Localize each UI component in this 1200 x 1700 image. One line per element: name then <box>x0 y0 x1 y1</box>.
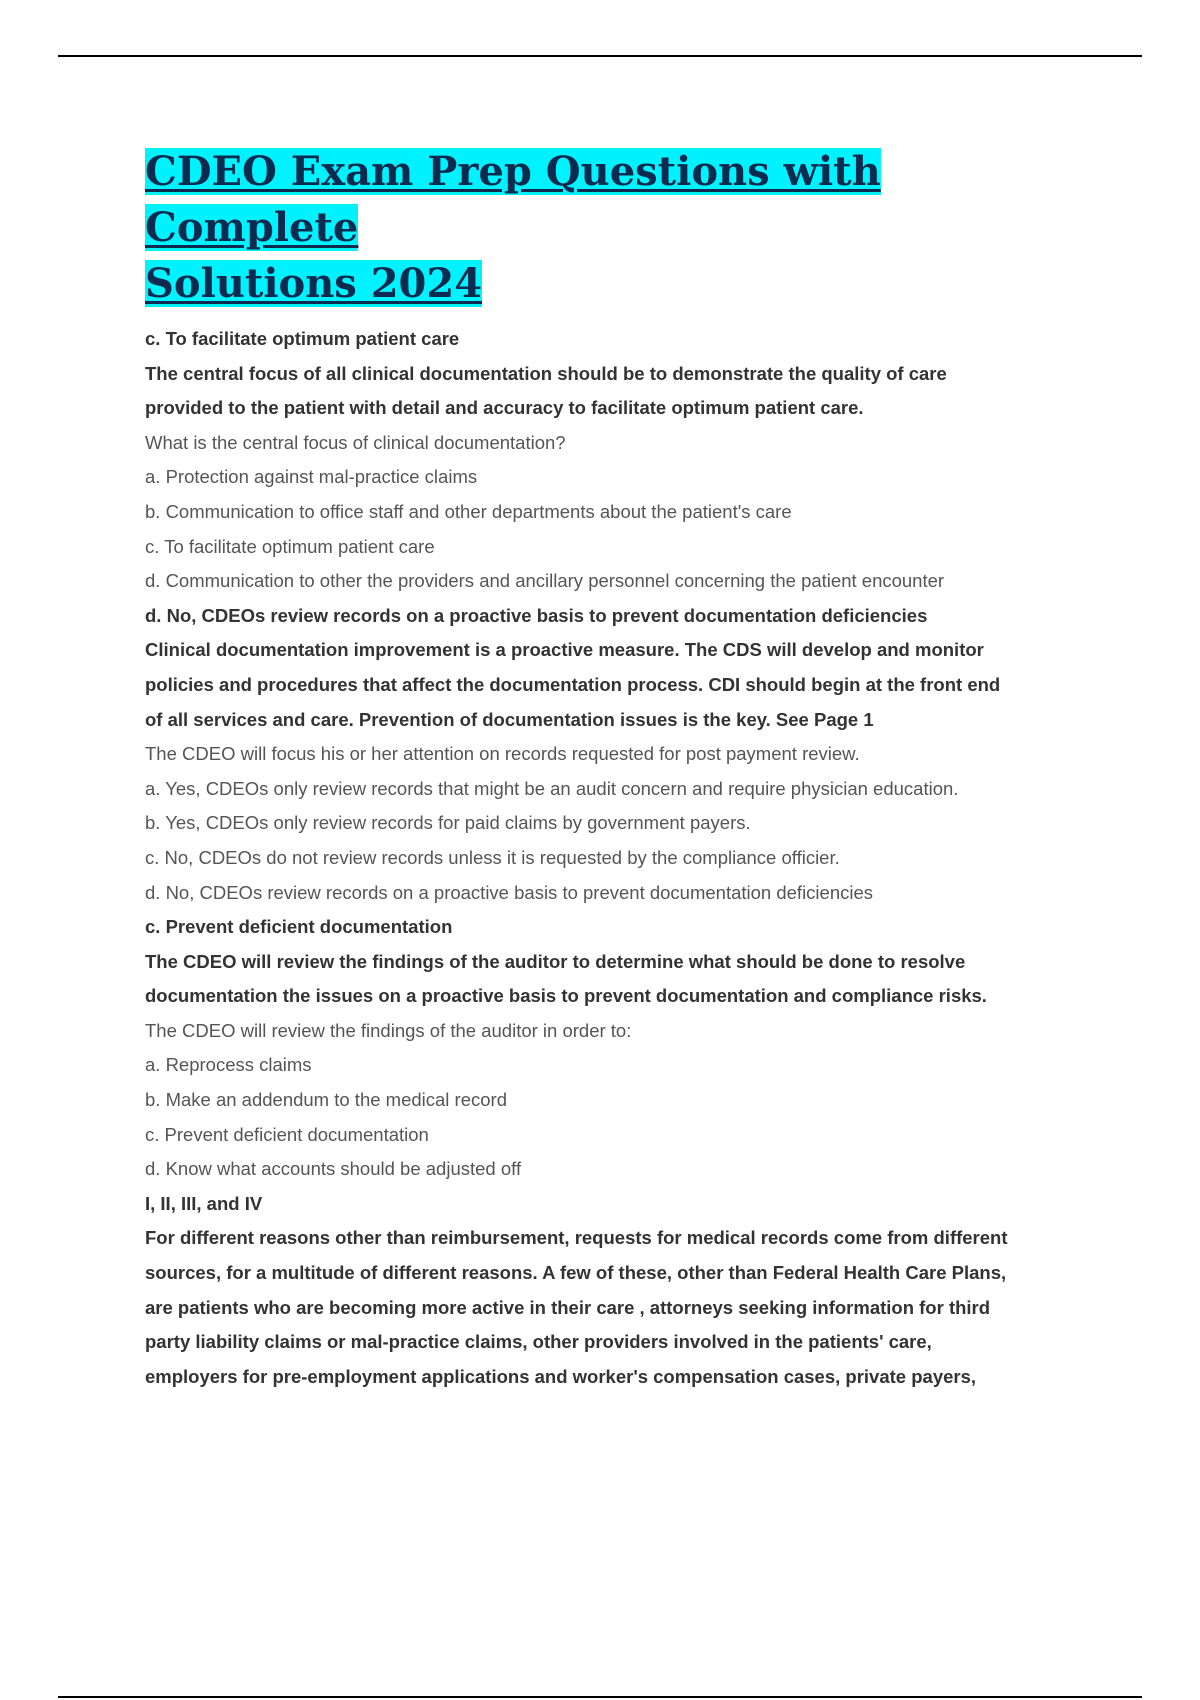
rationale-line: party liability claims or mal-practice claims, other providers involved in the patients' care, <box>145 1331 932 1353</box>
document-title <box>145 144 1095 312</box>
question-line: The CDEO will review the findings of the auditor in order to: <box>145 1019 632 1041</box>
rationale-line: For different reasons other than reimbursement, requests for medical records come from different <box>145 1227 1008 1249</box>
answer-line: d. No, CDEOs review records on a proactive basis to prevent documentation deficiencies <box>145 604 928 626</box>
option-line: a. Protection against mal-practice claims <box>145 466 478 488</box>
option-line: c. To facilitate optimum patient care <box>145 535 435 557</box>
answer-line: I, II, III, and IV <box>145 1192 263 1214</box>
rationale-line: policies and procedures that affect the documentation process. CDI should begin at the front end <box>145 673 1001 695</box>
header-rule <box>58 55 1142 57</box>
rationale-line: documentation the issues on a proactive basis to prevent documentation and compliance risks. <box>145 985 987 1007</box>
rationale-line: Clinical documentation improvement is a proactive measure. The CDS will develop and monitor <box>145 639 984 661</box>
rationale-line: sources, for a multitude of different reasons. A few of these, other than Federal Health Care Plans, <box>145 1262 1007 1284</box>
footer-rule <box>58 1696 1142 1698</box>
option-line: a. Reprocess claims <box>145 1054 312 1076</box>
option-line: d. No, CDEOs review records on a proactive basis to prevent documentation deficiencies <box>145 881 874 903</box>
rationale-line: The central focus of all clinical documentation should be to demonstrate the quality of care <box>145 362 947 384</box>
document-title-line-1: CDEO Exam Prep Questions with Complete <box>145 148 881 251</box>
rationale-line: provided to the patient with detail and accuracy to facilitate optimum patient care. <box>145 397 864 419</box>
option-line: c. Prevent deficient documentation <box>145 1123 429 1145</box>
option-line: d. Know what accounts should be adjusted off <box>145 1158 522 1180</box>
answer-line: c. To facilitate optimum patient care <box>145 328 460 349</box>
rationale-line: of all services and care. Prevention of documentation issues is the key. See Page 1 <box>145 708 874 730</box>
rationale-line: employers for pre-employment applications and worker's compensation cases, private payers, <box>145 1365 977 1387</box>
option-line: b. Communication to office staff and other departments about the patient's care <box>145 500 792 522</box>
document-body <box>145 322 1105 1394</box>
option-line: b. Yes, CDEOs only review records for paid claims by government payers. <box>145 812 751 834</box>
rationale-line: The CDEO will review the findings of the auditor to determine what should be done to resolve <box>145 950 966 972</box>
document-title-line-2: Solutions 2024 <box>145 260 483 307</box>
option-line: a. Yes, CDEOs only review records that might be an audit concern and require physician education. <box>145 777 959 799</box>
question-line: What is the central focus of clinical documentation? <box>145 431 566 453</box>
question-line: The CDEO will focus his or her attention on records requested for post payment review. <box>145 743 860 765</box>
rationale-line: are patients who are becoming more active in their care , attorneys seeking information for third <box>145 1296 991 1318</box>
answer-line: c. Prevent deficient documentation <box>145 916 453 938</box>
option-line: c. No, CDEOs do not review records unless it is requested by the compliance officier. <box>145 846 840 868</box>
option-line: b. Make an addendum to the medical record <box>145 1089 507 1111</box>
option-line: d. Communication to other the providers and ancillary personnel concerning the patient encounter <box>145 570 945 592</box>
